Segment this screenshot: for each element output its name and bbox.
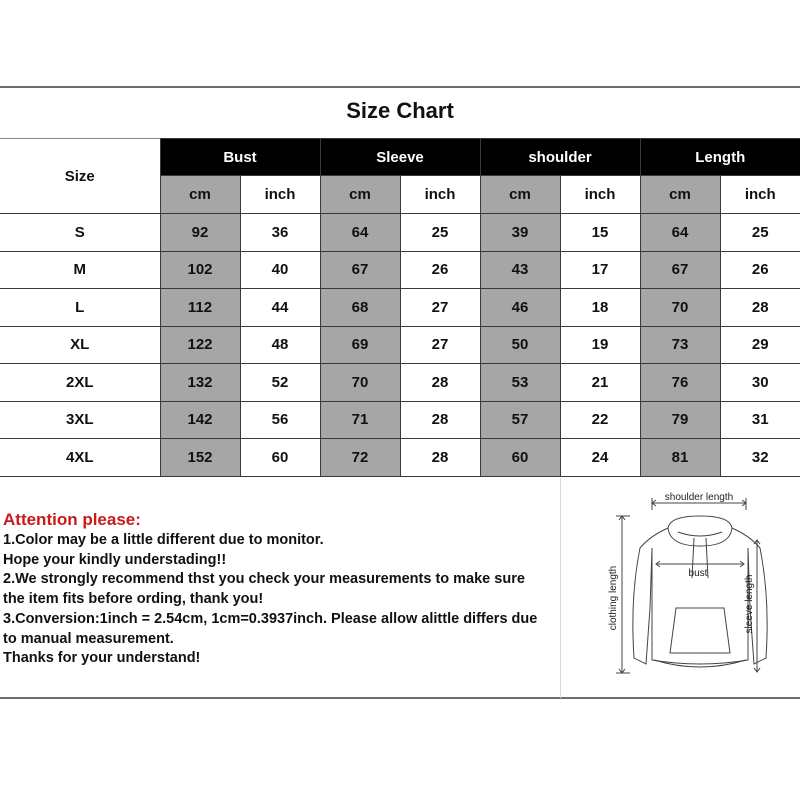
table-row bbox=[0, 401, 800, 439]
measurement-cell: 76 bbox=[640, 364, 720, 402]
measurement-cell: 60 bbox=[240, 439, 320, 477]
unit-header: inch bbox=[240, 176, 320, 214]
measurement-cell: 56 bbox=[240, 401, 320, 439]
measurement-cell: 26 bbox=[400, 251, 480, 289]
measurement-cell: 44 bbox=[240, 289, 320, 327]
measurement-cell: 28 bbox=[400, 439, 480, 477]
measurement-cell: 17 bbox=[560, 251, 640, 289]
measurement-cell: 142 bbox=[160, 401, 240, 439]
measurement-cell: 32 bbox=[720, 439, 800, 477]
measurement-cell: 28 bbox=[400, 401, 480, 439]
measurement-cell: 46 bbox=[480, 289, 560, 327]
shoulder-header: shoulder bbox=[480, 139, 640, 176]
measurement-cell: 79 bbox=[640, 401, 720, 439]
measurement-cell: 28 bbox=[400, 364, 480, 402]
measurement-cell: 122 bbox=[160, 326, 240, 364]
measurement-cell: 70 bbox=[320, 364, 400, 402]
size-label: M bbox=[0, 251, 160, 289]
attention-heading: Attention please: bbox=[3, 510, 141, 529]
measurement-cell: 25 bbox=[400, 214, 480, 252]
attention-notes bbox=[3, 509, 563, 669]
note-line: 2.We strongly recommend thst you check your measurements to make sure bbox=[3, 571, 525, 588]
measurement-cell: 72 bbox=[320, 439, 400, 477]
measurement-cell: 69 bbox=[320, 326, 400, 364]
shoulder-length-label: shoulder length bbox=[664, 492, 734, 503]
measurement-cell: 92 bbox=[160, 214, 240, 252]
size-label: XL bbox=[0, 326, 160, 364]
hoodie-measurement-diagram bbox=[590, 488, 770, 688]
measurement-cell: 152 bbox=[160, 439, 240, 477]
note-line: to manual measurement. bbox=[3, 630, 174, 647]
measurement-cell: 48 bbox=[240, 326, 320, 364]
unit-header: cm bbox=[320, 176, 400, 214]
measurement-cell: 31 bbox=[720, 401, 800, 439]
size-label: L bbox=[0, 289, 160, 327]
unit-header: inch bbox=[400, 176, 480, 214]
measurement-cell: 21 bbox=[560, 364, 640, 402]
measurement-cell: 132 bbox=[160, 364, 240, 402]
measurement-cell: 43 bbox=[480, 251, 560, 289]
measurement-cell: 28 bbox=[720, 289, 800, 327]
size-table bbox=[0, 138, 800, 477]
size-label: 2XL bbox=[0, 364, 160, 402]
group-header-row bbox=[0, 139, 800, 176]
measurement-cell: 40 bbox=[240, 251, 320, 289]
measurement-cell: 64 bbox=[640, 214, 720, 252]
measurement-cell: 27 bbox=[400, 289, 480, 327]
note-line: Hope your kindly understading!! bbox=[3, 551, 227, 568]
unit-header: inch bbox=[720, 176, 800, 214]
unit-header: inch bbox=[560, 176, 640, 214]
sleeve-header: Sleeve bbox=[320, 139, 480, 176]
measurement-cell: 19 bbox=[560, 326, 640, 364]
measurement-cell: 68 bbox=[320, 289, 400, 327]
table-row bbox=[0, 214, 800, 252]
measurement-cell: 60 bbox=[480, 439, 560, 477]
note-line: the item fits before ording, thank you! bbox=[3, 591, 264, 608]
measurement-cell: 53 bbox=[480, 364, 560, 402]
measurement-cell: 70 bbox=[640, 289, 720, 327]
size-column-header: Size bbox=[0, 139, 160, 214]
measurement-cell: 52 bbox=[240, 364, 320, 402]
measurement-cell: 15 bbox=[560, 214, 640, 252]
table-row bbox=[0, 364, 800, 402]
sleeve-length-label: sleeve length bbox=[744, 574, 755, 634]
measurement-cell: 22 bbox=[560, 401, 640, 439]
note-line: Thanks for your understand! bbox=[3, 650, 201, 667]
measurement-cell: 57 bbox=[480, 401, 560, 439]
table-row bbox=[0, 289, 800, 327]
measurement-cell: 73 bbox=[640, 326, 720, 364]
measurement-cell: 30 bbox=[720, 364, 800, 402]
measurement-cell: 36 bbox=[240, 214, 320, 252]
bust-header: Bust bbox=[160, 139, 320, 176]
measurement-cell: 81 bbox=[640, 439, 720, 477]
measurement-cell: 18 bbox=[560, 289, 640, 327]
measurement-cell: 24 bbox=[560, 439, 640, 477]
measurement-cell: 39 bbox=[480, 214, 560, 252]
measurement-cell: 29 bbox=[720, 326, 800, 364]
table-row bbox=[0, 251, 800, 289]
measurement-cell: 112 bbox=[160, 289, 240, 327]
measurement-cell: 26 bbox=[720, 251, 800, 289]
measurement-cell: 25 bbox=[720, 214, 800, 252]
table-row bbox=[0, 439, 800, 477]
page-title: Size Chart bbox=[346, 98, 454, 123]
size-label: S bbox=[0, 214, 160, 252]
measurement-cell: 71 bbox=[320, 401, 400, 439]
length-header: Length bbox=[640, 139, 800, 176]
section-divider bbox=[560, 478, 561, 698]
note-line: 3.Conversion:1inch = 2.54cm, 1cm=0.3937inch. Please allow alittle differs due bbox=[3, 610, 538, 627]
unit-header: cm bbox=[480, 176, 560, 214]
bust-label: bust bbox=[688, 568, 708, 579]
unit-header: cm bbox=[160, 176, 240, 214]
measurement-cell: 102 bbox=[160, 251, 240, 289]
size-label: 3XL bbox=[0, 401, 160, 439]
measurement-cell: 67 bbox=[320, 251, 400, 289]
unit-header: cm bbox=[640, 176, 720, 214]
table-row bbox=[0, 326, 800, 364]
note-line: 1.Color may be a little different due to monitor. bbox=[3, 532, 324, 548]
clothing-length-label: clothing length bbox=[608, 565, 619, 631]
measurement-cell: 64 bbox=[320, 214, 400, 252]
measurement-cell: 50 bbox=[480, 326, 560, 364]
size-label: 4XL bbox=[0, 439, 160, 477]
measurement-cell: 27 bbox=[400, 326, 480, 364]
measurement-cell: 67 bbox=[640, 251, 720, 289]
